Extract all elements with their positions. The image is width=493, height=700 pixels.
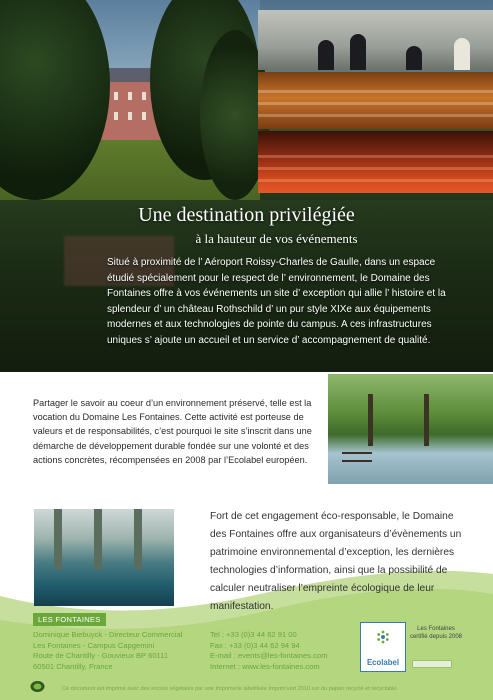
bench xyxy=(342,452,372,462)
chateau-window xyxy=(142,112,146,120)
middle-paragraph: Partager le savoir au coeur d’un environnement préservé, telle est la vocation du Domaine Les Fontaines. Cette activité est porteuse de valeurs et de responsabilités, c’est pourquoi le site s’inscrit dans une démarche de développement durable fondée sur une volonté et des actions concrètes, récompensées en 2008 par l’Ecolabel européen. xyxy=(33,398,312,465)
ecolabel-text: Ecolabel xyxy=(366,658,400,667)
auditorium-photo xyxy=(258,72,493,129)
seat-row xyxy=(258,90,493,93)
contact-label: LES FONTAINES xyxy=(33,613,106,626)
person-silhouette xyxy=(350,34,366,70)
person-silhouette xyxy=(318,40,334,70)
footer-note: Ce document est imprimé avec des encres végétales par une Imprimerie labellisée Imprim’vert 2010 sur du papier recyclé et recyclable. xyxy=(62,686,399,692)
bottom-paragraph: Fort de cet engagement éco-responsable, le Domaine des Fontaines offre aux organisateurs d’évènements un patrimoine environnemental d’exception, les dernières technologies d’information, ainsi que la possibilité de calculer neutraliser l’empreinte écologique de leur manifestation. xyxy=(210,511,462,612)
chateau-window xyxy=(128,112,132,120)
person-silhouette xyxy=(454,38,470,70)
certification-caption: Les Fontaines certifié depuis 2008 xyxy=(409,626,463,640)
contact-website[interactable]: Internet : www.les-fontaines.com xyxy=(210,661,320,671)
conference-hall-photo xyxy=(258,131,493,193)
imprimvert-logo-icon xyxy=(30,680,45,693)
seat-row xyxy=(258,114,493,117)
park-lake-photo xyxy=(328,374,493,484)
chateau-window xyxy=(114,112,118,120)
hero-subtitle: à la hauteur de vos événements xyxy=(195,231,358,246)
chateau-window xyxy=(128,92,132,100)
chateau-window xyxy=(114,92,118,100)
hero-paragraph: Situé à proximité de l’ Aéroport Roissy-Charles de Gaulle, dans un espace étudié spécialement pour le respect de l’ environnement, le Domaine des Fontaines offre à vos événements un site d’ exception qui allie l’ histoire et la splendeur d’ un château Rothschild d’ un pur style XIXe aux équipements modernes et aux technologies de pointe du campus. A ces infrastructures uniques s’ ajoute un accueil et un service d’ accompagnement de qualité. xyxy=(107,257,446,346)
ecolabel-flower-icon xyxy=(375,629,391,645)
contact-city: 60501 Chantilly, France xyxy=(33,661,113,671)
contact-address: Route de Chantilly - Gouvieux BP 60111 xyxy=(33,651,169,660)
contact-details-block xyxy=(210,630,327,672)
seat-row xyxy=(258,167,493,170)
swimming-pool-photo xyxy=(34,509,174,606)
person-silhouette xyxy=(406,46,422,70)
meeting-photo xyxy=(258,10,493,70)
seat-row xyxy=(258,155,493,158)
contact-fax: Fax : +33 (0)3 44 62 94 94 xyxy=(210,640,300,650)
contact-address-block xyxy=(33,630,182,672)
tree-trunk xyxy=(368,394,373,446)
hero-title: Une destination privilégiée xyxy=(138,204,355,226)
pool-column xyxy=(94,509,102,569)
seat-row xyxy=(258,102,493,105)
contact-phone: Tel : +33 (0)3 44 62 91 00 xyxy=(210,630,297,639)
pool-column xyxy=(54,509,62,569)
contact-email[interactable]: E-mail : events@les-fontaines.com xyxy=(210,651,328,660)
contact-organization: Les Fontaines - Campus Capgemini xyxy=(33,640,155,650)
certification-badge xyxy=(412,660,452,668)
contact-name: Dominique Biebuyck - Directeur Commercial xyxy=(33,630,183,639)
ecolabel-logo xyxy=(360,622,406,672)
pool-column xyxy=(134,509,142,569)
chateau-window xyxy=(142,92,146,100)
seat-row xyxy=(258,179,493,182)
tree-trunk xyxy=(424,394,429,446)
